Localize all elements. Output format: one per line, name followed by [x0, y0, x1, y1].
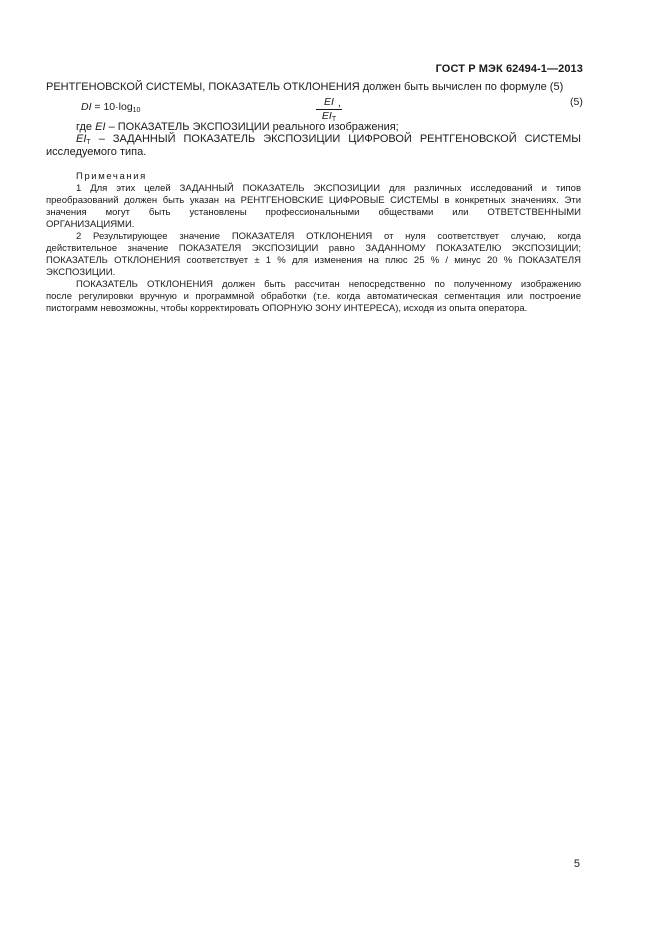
note-line: действительное значение ПОКАЗАТЕЛЯ ЭКСПОЗИЦИИ равно ЗАДАННОМУ ПОКАЗАТЕЛЮ ЭКСПОЗИЦИИ;: [46, 243, 581, 254]
formula-lhs-var: DI: [81, 101, 92, 113]
definition-eit: [76, 133, 581, 145]
formula-comma: ,: [338, 97, 341, 109]
document-code: ГОСТ Р МЭК 62494-1—2013: [435, 63, 583, 75]
formula-5: [0, 0, 661, 130]
formula-numerator-var: EI: [324, 96, 334, 108]
formula-lhs-rest: = 10·log: [91, 101, 133, 113]
formula-log-base: 10: [132, 107, 141, 114]
page-number: 5: [573, 858, 580, 870]
formula-lhs: [81, 101, 140, 113]
note-line: после регулировки вручную и программной обработки (т.е. когда автоматическая сегментация или построение: [46, 291, 581, 302]
definition-ei-var: EI: [95, 121, 106, 133]
note-line: значения могут быть установлены профессиональными обществами или ОТВЕТСТВЕННЫМИ: [46, 207, 581, 218]
notes-title: Примечания: [76, 171, 147, 182]
definition-eit-cont: исследуемого типа.: [46, 146, 147, 158]
note-line: 1 Для этих целей ЗАДАННЫЙ ПОКАЗАТЕЛЬ ЭКСПОЗИЦИИ для различных исследований и типов: [76, 183, 581, 194]
note-line: ЭКСПОЗИЦИИ.: [46, 267, 116, 278]
note-line: 2 Результирующее значение ПОКАЗАТЕЛЯ ОТКЛОНЕНИЯ от нуля соответствует случаю, когда: [76, 231, 581, 242]
note-line: ПОКАЗАТЕЛЬ ОТКЛОНЕНИЯ должен быть рассчитан непосредственно по полученному изображению: [76, 279, 581, 290]
formula-denominator-var: EI: [321, 110, 332, 122]
definition-eit-sub: T: [86, 139, 91, 146]
note-line: преобразований должен быть указан на РЕНТГЕНОВСКИЕ ЦИФРОВЫЕ СИСТЕМЫ в конкретных значениях. Эти: [46, 195, 581, 206]
formula-denominator-sub: T: [331, 116, 337, 123]
note-line: ОРГАНИЗАЦИЯМИ.: [46, 219, 135, 230]
definition-ei: [76, 121, 399, 133]
note-line: ПОКАЗАТЕЛЬ ОТКЛОНЕНИЯ соответствует ± 1 % для изменения на плюс 25 % / минус 20 % ПОКАЗАТЕЛЯ: [46, 255, 581, 266]
definition-eit-text: – ЗАДАННЫЙ ПОКАЗАТЕЛЬ ЭКСПОЗИЦИИ ЦИФРОВОЙ РЕНТГЕНОВСКОЙ СИСТЕМЫ: [90, 133, 581, 145]
intro-text: РЕНТГЕНОВСКОЙ СИСТЕМЫ, ПОКАЗАТЕЛЬ ОТКЛОНЕНИЯ должен быть вычислен по формуле (5): [46, 81, 564, 93]
definition-prefix: где: [76, 121, 96, 133]
formula-number: (5): [570, 96, 583, 108]
definition-ei-text: – ПОКАЗАТЕЛЬ ЭКСПОЗИЦИИ реального изображения;: [105, 121, 399, 133]
definition-eit-var: EI: [76, 133, 87, 145]
note-line: пистограмм невозможны, чтобы корректировать ОПОРНУЮ ЗОНУ ИНТЕРЕСА), исходя из опыта оператора.: [46, 303, 528, 314]
